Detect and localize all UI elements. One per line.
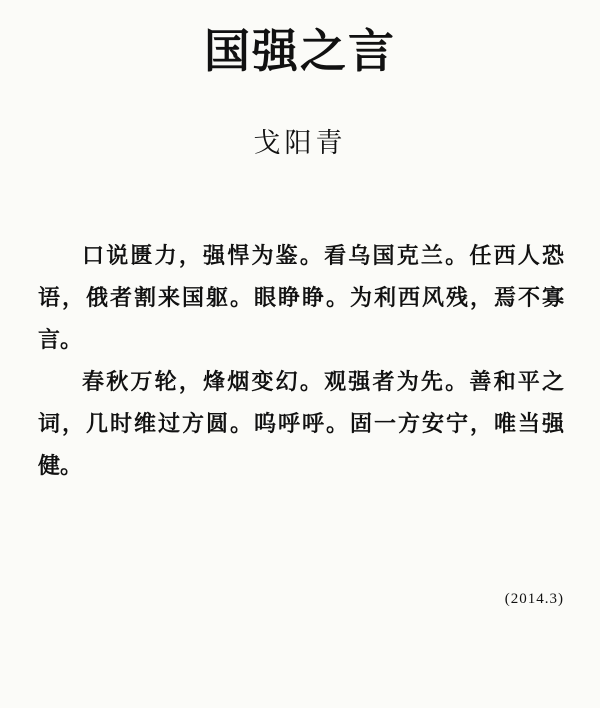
poem-author: 戈阳青	[253, 128, 347, 159]
poem-paragraph-2: 春秋万轮，烽烟变幻。观强者为先。善和平之词，几时维过方圆。呜呼呼。固一方安宁，唯当强健。	[38, 369, 564, 479]
poem-paragraph-1: 口说匮力，强悍为鉴。看乌国克兰。任西人恐语，俄者割来国躯。眼睁睁。为利西风残，焉不寡言。	[38, 243, 564, 353]
poem-title: 国强之言	[204, 24, 396, 78]
poem-date: (2014.3)	[504, 591, 564, 607]
poem-body	[38, 235, 564, 487]
